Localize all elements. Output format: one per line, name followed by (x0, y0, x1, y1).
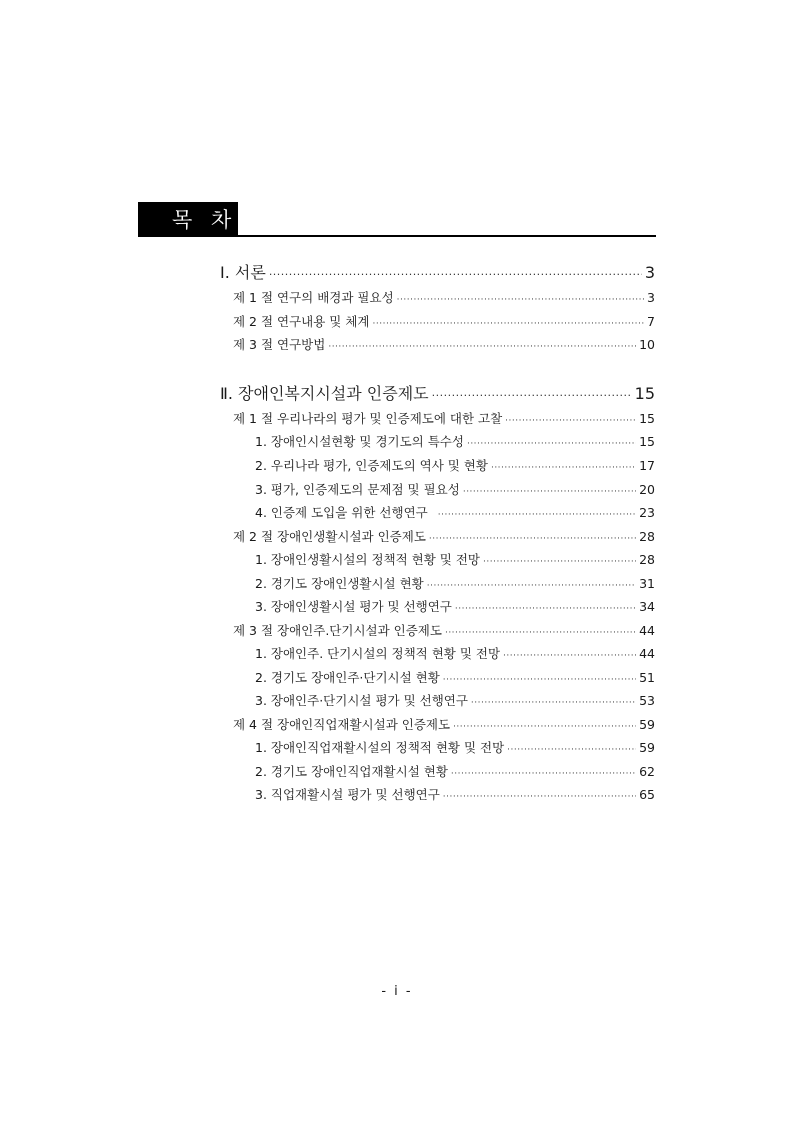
toc-entry-page: 59 (639, 717, 655, 732)
toc-entry-page: 3 (647, 290, 655, 305)
toc-entry-page: 10 (639, 337, 655, 352)
toc-entry-label: Ⅱ. 장애인복지시설과 인증제도 (220, 384, 429, 403)
leader-dots (483, 557, 636, 567)
toc-entry-label: 제 3 절 연구방법 (233, 337, 326, 352)
toc-entry-label: 3. 장애인생활시설 평가 및 선행연구 (255, 599, 452, 614)
toc-entry-section[interactable] (233, 288, 655, 308)
toc-entry-label: 제 4 절 장애인직업재활시설과 인증제도 (233, 717, 451, 732)
toc-entry-label: Ⅰ. 서론 (220, 263, 266, 282)
leader-dots (505, 416, 636, 426)
toc-entry-page: 7 (647, 314, 655, 329)
toc-entry-label: 제 3 절 장애인주.단기시설과 인증제도 (233, 623, 442, 638)
toc-title-box (138, 202, 238, 235)
leader-dots (455, 604, 636, 614)
leader-dots (453, 722, 636, 732)
toc-entry-subsection[interactable] (255, 785, 655, 805)
toc-entry-page: 59 (639, 740, 655, 755)
toc-entry-subsection[interactable] (255, 738, 655, 758)
title-underline (138, 235, 656, 237)
toc-entry-label: 1. 장애인시설현황 및 경기도의 특수성 (255, 434, 464, 449)
toc-entry-label: 제 2 절 장애인생활시설과 인증제도 (233, 529, 426, 544)
toc-entry-label: 2. 경기도 장애인직업재활시설 현황 (255, 764, 448, 779)
toc-entry-label: 2. 경기도 장애인생활시설 현황 (255, 576, 424, 591)
leader-dots (429, 534, 636, 544)
toc-entry-page: 62 (639, 764, 655, 779)
leader-dots (432, 389, 632, 402)
leader-dots (438, 510, 636, 520)
toc-entry-section[interactable] (233, 715, 655, 735)
toc-entry-subsection[interactable] (255, 762, 655, 782)
toc-entry-section[interactable] (233, 527, 655, 547)
toc-entry-subsection[interactable] (255, 503, 655, 523)
leader-dots (427, 581, 636, 591)
toc-entry-page: 3 (644, 263, 655, 282)
toc-entry-section[interactable] (233, 621, 655, 641)
toc-entry-page: 65 (639, 787, 655, 802)
toc-entry-page: 44 (639, 623, 655, 638)
toc-entry-page: 31 (639, 576, 655, 591)
toc-entry-label: 4. 인증제 도입을 위한 선행연구 (255, 505, 428, 520)
toc-entry-page: 28 (639, 552, 655, 567)
toc-entry-page: 44 (639, 646, 655, 661)
toc-entry-page: 15 (634, 384, 655, 403)
leader-dots (443, 675, 636, 685)
toc-entry-subsection[interactable] (255, 456, 655, 476)
toc-entry-label: 제 1 절 연구의 배경과 필요성 (233, 290, 394, 305)
toc-entry-subsection[interactable] (255, 432, 655, 452)
toc-entry-page: 23 (639, 505, 655, 520)
toc-entry-subsection[interactable] (255, 691, 655, 711)
toc-entry-page: 15 (639, 434, 655, 449)
leader-dots (491, 463, 636, 473)
toc-entry-page: 15 (639, 411, 655, 426)
leader-dots (269, 268, 642, 281)
toc-entry-label: 제 1 절 우리나라의 평가 및 인증제도에 대한 고찰 (233, 411, 503, 426)
leader-dots (463, 487, 636, 497)
leader-dots (373, 319, 645, 329)
toc-entry-label: 2. 우리나라 평가, 인증제도의 역사 및 현황 (255, 458, 488, 473)
toc-entry-label: 3. 평가, 인증제도의 문제점 및 필요성 (255, 482, 460, 497)
leader-dots (328, 342, 636, 352)
toc-entry-subsection[interactable] (255, 597, 655, 617)
toc-entry-section[interactable] (233, 409, 655, 429)
toc-entry-section[interactable] (233, 312, 655, 332)
toc-entry-subsection[interactable] (255, 574, 655, 594)
leader-dots (467, 439, 636, 449)
toc-entry-label: 1. 장애인직업재활시설의 정책적 현황 및 전망 (255, 740, 505, 755)
toc-entry-label: 2. 경기도 장애인주·단기시설 현황 (255, 670, 440, 685)
toc-entry-page: 51 (639, 670, 655, 685)
leader-dots (507, 745, 636, 755)
toc-entry-label: 제 2 절 연구내용 및 체계 (233, 314, 370, 329)
leader-dots (471, 698, 636, 708)
toc-entry-label: 1. 장애인주. 단기시설의 정책적 현황 및 전망 (255, 646, 501, 661)
toc-entry-page: 20 (639, 482, 655, 497)
toc-entry-section[interactable] (233, 335, 655, 355)
toc-entry-label: 1. 장애인생활시설의 정책적 현황 및 전망 (255, 552, 480, 567)
toc-entry-page: 17 (639, 458, 655, 473)
toc-entry-page: 28 (639, 529, 655, 544)
leader-dots (451, 769, 636, 779)
leader-dots (397, 295, 644, 305)
toc-entry-page: 53 (639, 693, 655, 708)
leader-dots (445, 628, 636, 638)
page-number-footer: - i - (381, 984, 413, 999)
toc-entry-chapter-2[interactable] (220, 381, 655, 401)
toc-entry-subsection[interactable] (255, 644, 655, 664)
toc-entry-page: 34 (639, 599, 655, 614)
toc-entry-subsection[interactable] (255, 550, 655, 570)
toc-entry-label: 3. 직업재활시설 평가 및 선행연구 (255, 787, 440, 802)
toc-entry-subsection[interactable] (255, 480, 655, 500)
toc-title: 목 차 (172, 207, 238, 232)
toc-entry-chapter-1[interactable] (220, 260, 655, 280)
leader-dots (503, 651, 636, 661)
leader-dots (443, 792, 636, 802)
toc-entry-subsection[interactable] (255, 668, 655, 688)
toc-entry-label: 3. 장애인주·단기시설 평가 및 선행연구 (255, 693, 468, 708)
